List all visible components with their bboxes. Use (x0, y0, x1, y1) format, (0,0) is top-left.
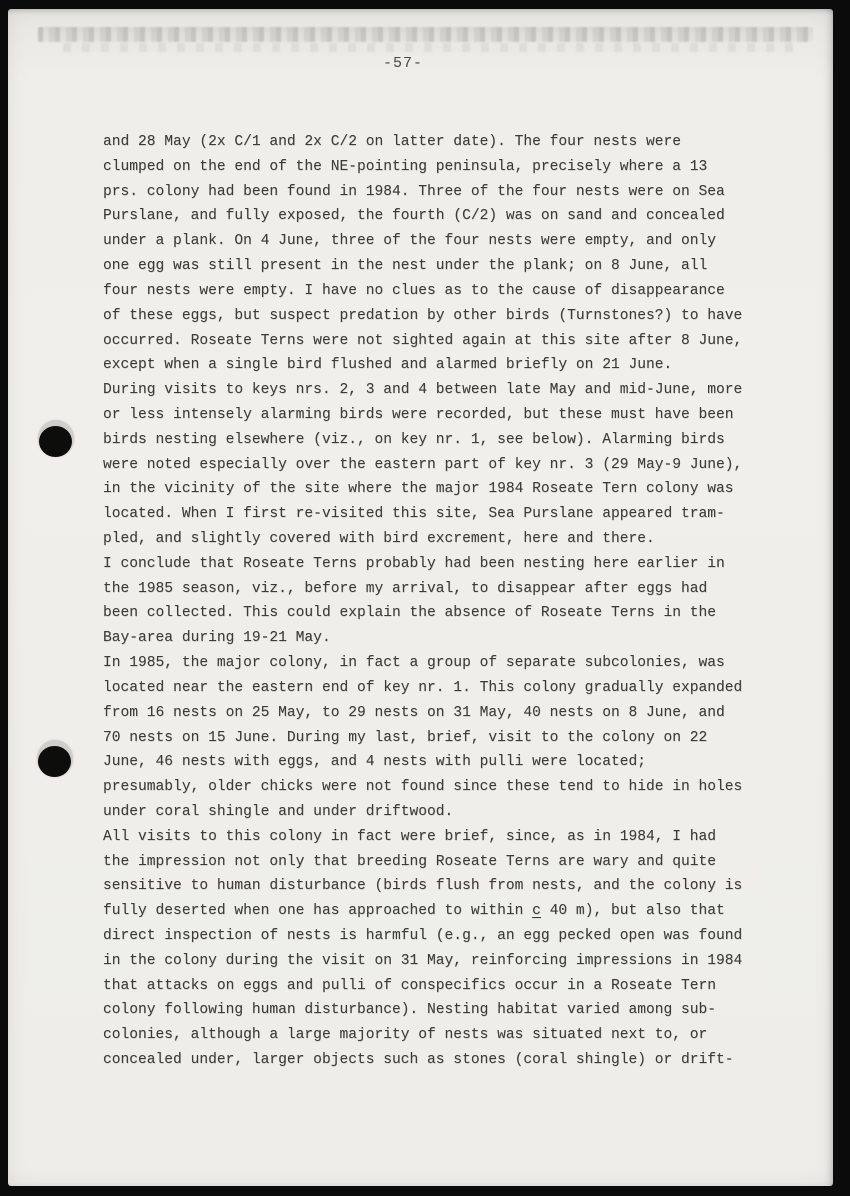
text-line: prs. colony had been found in 1984. Three of the four nests were on Sea (103, 183, 725, 200)
text-line: Bay-area during 19-21 May. (103, 630, 331, 647)
text-line: except when a single bird flushed and alarmed briefly on 21 June. (103, 357, 673, 374)
text-line: June, 46 nests with eggs, and 4 nests with pulli were located; (103, 754, 646, 771)
text-line: pled, and slightly covered with bird excrement, here and there. (103, 531, 655, 547)
page-number: -57- (382, 55, 423, 72)
text-line: Purslane, and fully exposed, the fourth (C/2) was on sand and concealed (103, 208, 725, 225)
body-text (103, 130, 742, 1073)
text-line: concealed under, larger objects such as stones (coral shingle) or drift- (103, 1052, 734, 1069)
text-line: clumped on the end of the NE-pointing peninsula, precisely where a 13 (103, 158, 708, 175)
text-line: sensitive to human disturbance (birds flush from nests, and the colony is (103, 878, 743, 895)
text-line: and 28 May (2x C/1 and 2x C/2 on latter date). The four nests were (103, 134, 682, 150)
text-line: the impression not only that breeding Roseate Terns are wary and quite (103, 853, 717, 870)
text-line: that attacks on eggs and pulli of conspecifics occur in a Roseate Tern (103, 977, 717, 994)
hole-punch-top (38, 420, 74, 457)
text-line: in the colony during the visit on 31 May, reinforcing impressions in 1984 (103, 952, 743, 969)
text-line: one egg was still present in the nest under the plank; on 8 June, all (103, 258, 708, 275)
text-line: under coral shingle and under driftwood. (103, 803, 454, 820)
paper-sheet (8, 9, 833, 1186)
text-line: direct inspection of nests is harmful (e.g., an egg pecked open was found (103, 928, 743, 944)
text-line: fully deserted when one has approached to within c 40 m), but also that (103, 903, 725, 920)
text-line: All visits to this colony in fact were brief, since, as in 1984, I had (103, 828, 717, 845)
text-line: located near the eastern end of key nr. 1. This colony gradually expanded (103, 679, 743, 696)
text-line: the 1985 season, viz., before my arrival, to disappear after eggs had (103, 580, 708, 597)
text-line: In 1985, the major colony, in fact a group of separate subcolonies, was (103, 655, 725, 672)
scan-texture-band-faint (63, 43, 793, 52)
scan-texture-band (38, 27, 813, 42)
hole-punch-bottom (37, 740, 73, 777)
text-line: from 16 nests on 25 May, to 29 nests on 31 May, 40 nests on 8 June, and (103, 704, 725, 721)
text-line: I conclude that Roseate Terns probably had been nesting here earlier in (103, 555, 725, 572)
text-line: in the vicinity of the site where the major 1984 Roseate Tern colony was (103, 481, 734, 498)
text-line: 70 nests on 15 June. During my last, brief, visit to the colony on 22 (103, 729, 708, 746)
text-line: colony following human disturbance). Nesting habitat varied among sub- (103, 1002, 717, 1019)
text-line: four nests were empty. I have no clues as to the cause of disappearance (103, 282, 725, 299)
text-line: been collected. This could explain the absence of Roseate Terns in the (103, 605, 717, 622)
text-line: birds nesting elsewhere (viz., on key nr. 1, see below). Alarming birds (103, 431, 725, 448)
text-line: of these eggs, but suspect predation by other birds (Turnstones?) to have (103, 307, 743, 324)
text-line: presumably, older chicks were not found since these tend to hide in holes (103, 779, 743, 796)
text-line: located. When I first re-visited this site, Sea Purslane appeared tram- (103, 506, 725, 523)
text-line: were noted especially over the eastern part of key nr. 3 (29 May-9 June), (103, 456, 743, 473)
text-line: under a plank. On 4 June, three of the four nests were empty, and only (103, 233, 717, 250)
text-line: occurred. Roseate Terns were not sighted again at this site after 8 June, (103, 332, 743, 349)
text-line: During visits to keys nrs. 2, 3 and 4 between late May and mid-June, more (103, 382, 743, 399)
text-line: or less intensely alarming birds were recorded, but these must have been (103, 406, 734, 423)
text-line: colonies, although a large majority of nests was situated next to, or (103, 1027, 708, 1044)
